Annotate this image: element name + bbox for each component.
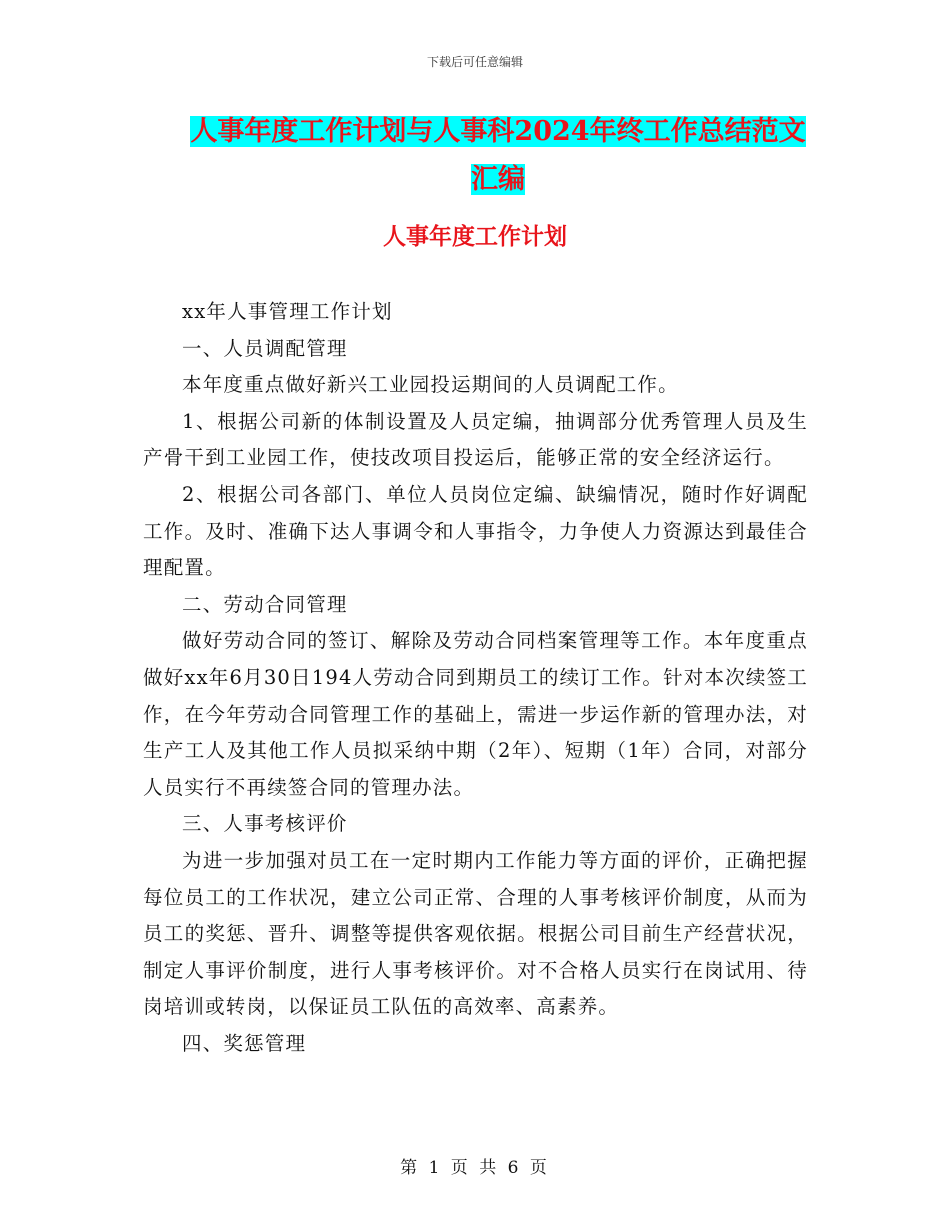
paragraph: 三、人事考核评价 bbox=[182, 812, 348, 836]
header-note: 下载后可任意编辑 bbox=[426, 55, 523, 69]
paragraph: 四、奖惩管理 bbox=[182, 1031, 307, 1055]
paragraph: xx年人事管理工作计划 bbox=[182, 300, 393, 323]
document-body bbox=[143, 294, 808, 1062]
paragraph: 二、劳动合同管理 bbox=[182, 592, 348, 616]
section-title: 人事年度工作计划 bbox=[383, 223, 567, 250]
paragraph: 为进一步加强对员工在一定时期内工作能力等方面的评价，正确把握每位员工的工作状况，建立公司正常、合理的人事考核评价制度，从而为员工的奖惩、晋升、调整等提供客观依据。根据公司目前生产经营状况，制定人事评价制度，进行人事考核评价。对不合格人员实行在岗试用、待岗培训或转岗，以保证员工队伍的高效率、高素养。 bbox=[143, 848, 808, 1019]
paragraph: 做好劳动合同的签订、解除及劳动合同档案管理等工作。本年度重点做好xx年6月30日194人劳动合同到期员工的续订工作。针对本次续签工作，在今年劳动合同管理工作的基础上，需进一步运作新的管理办法，对生产工人及其他工作人员拟采纳中期（2年）、短期（1年）合同，对部分人员实行不再续签合同的管理办法。 bbox=[143, 629, 808, 799]
document-title bbox=[188, 108, 808, 204]
page-footer: 第 1 页 共 6 页 bbox=[400, 1158, 550, 1178]
document-title-text: 人事年度工作计划与人事科2024年终工作总结范文汇编 bbox=[190, 116, 806, 195]
paragraph: 一、人员调配管理 bbox=[182, 336, 348, 360]
paragraph: 1、根据公司新的体制设置及人员定编，抽调部分优秀管理人员及生产骨干到工业园工作，使技改项目投运后，能够正常的安全经济运行。 bbox=[143, 409, 808, 470]
paragraph: 2、根据公司各部门、单位人员岗位定编、缺编情况，随时作好调配工作。及时、准确下达人事调令和人事指令，力争使人力资源达到最佳合理配置。 bbox=[143, 482, 808, 580]
paragraph: 本年度重点做好新兴工业园投运期间的人员调配工作。 bbox=[182, 373, 679, 397]
